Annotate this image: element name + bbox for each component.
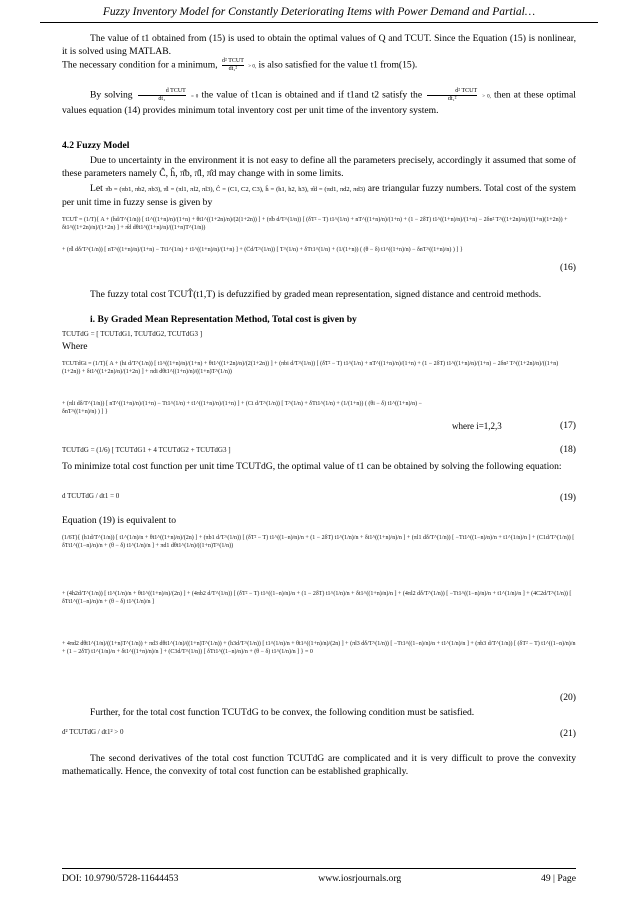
- equation-20-line-1: (1/6T){ (h1d/T^(1/n)) [ t1^(1/n)/n + θt1^((1+n)/n)/(2n) ] + (πb1 d/T^(1/n)) [ (δT² − T) t1^((1−n)/n)/n + (1 − 2δT) t1^(1/n)/n + δt1^((1+n)/n)/n ] + (πl1 dδ/T^(1/n)) [ −Tt1^((1−n)/n)/n + t1^(1/n)/n ] + (C1d/T^(1/n)) [ δTt1^((1−n)/n)/n + (θ − δ) t1^(1/n)/n ] + πd1 dθt1^(1/n)/((1+n)T^(1/n)): [62, 535, 575, 549]
- second-derivative-denominator: dt₁²: [228, 66, 238, 72]
- equation-20-line-3: + 4πd2 dθt1^(1/n)/((1+n)T^(1/n)) + πd3 dθt1^(1/n)/((1+n)T^(1/n)) + (h3d/T^(1/n)) [ t1^(1/n)/n + θt1^((1+n)/n)/(2n) ] + (πl3 dδ/T^(1/n)) [ −Tt1^((1−n)/n)/n + t1^(1/n)/n ] + (πb3 d/T^(1/n)) [ (δT² − T) t1^((1−n)/n)/n + (1 − 2δT) t1^(1/n)/n + δt1^((1+n)/n)/n ] + (C3d/T^(1/n)) [ δTt1^((1−n)/n)/n + (θ − δ) t1^(1/n)/n ] } = 0: [62, 641, 576, 655]
- paragraph-9: Further, for the total cost function TCUTdG to be convex, the following condition must be satisfied.: [90, 707, 475, 718]
- equation-16-line-2: + (π̂l dδ/T^(1/n)) [ nT^((1+n)/n)/(1+n) − Tt1^(1/n) + t1^((1+n)/n)/(1+n) ] + (Ĉd/T^(1/n)) [ T^(1/n) + δTt1^(1/n) + (1/(1+n)) ( (θ − δ) t1^((1+n)/n) − δnT^((1+n)/n) ) ] }: [62, 247, 463, 253]
- paragraph-3: [62, 88, 576, 117]
- equation-19-number: (19): [560, 492, 576, 503]
- footer-doi: DOI: 10.9790/5728-11644453: [62, 873, 179, 884]
- equation-19: d TCUTdG / dt1 = 0: [62, 492, 120, 500]
- first-derivative-denominator: dt₁: [158, 96, 166, 102]
- paragraph-1: The value of t1 obtained from (15) is used to obtain the optimal values of Q and TCUT. Since the Equation (15) is nonlinear, it is solved using MATLAB.: [62, 33, 576, 57]
- equation-18: TCUTdG = (1/6) [ TCUTdG1 + 4 TCUTdG2 + TCUTdG3 ]: [62, 446, 231, 454]
- second-derivative-numerator-2: d² TCUT: [427, 88, 477, 96]
- where-index-note: where i=1,2,3: [452, 421, 502, 431]
- equation-20-line-2: + (4h2d/T^(1/n)) [ t1^(1/n)/n + θt1^((1+n)/n)/(2n) ] + (4πb2 d/T^(1/n)) [ (δT² − T) t1^((1−n)/n)/n + (1 − 2δT) t1^(1/n)/n + δt1^((1+n)/n)/n ] + (4πl2 dδ/T^(1/n)) [ −Tt1^((1−n)/n)/n + t1^(1/n)/n ] + (4C2d/T^(1/n)) [ δTt1^((1−n)/n)/n + (θ − δ) t1^(1/n)/n ]: [62, 591, 572, 605]
- paragraph-8: Equation (19) is equivalent to: [62, 515, 177, 526]
- paragraph-10: The second derivatives of the total cost function TCUTdG are complicated and it is very difficult to prove the convexity mathematically. Hence, the convexity of total cost function can be established graphically.: [62, 753, 576, 777]
- paragraph-2-text-a: The necessary condition for a minimum,: [62, 59, 218, 71]
- equation-20-number: (20): [560, 692, 576, 703]
- paragraph-6: The fuzzy total cost TCUT̂(t1,T) is defuzzified by graded mean representation, signed distance and centroid methods.: [90, 289, 542, 300]
- method-subheading: i. By Graded Mean Representation Method, Total cost is given by: [90, 314, 357, 325]
- first-derivative-fraction: [138, 88, 186, 103]
- section-heading: 4.2 Fuzzy Model: [62, 140, 130, 151]
- equation-21: d² TCUTdG / dt1² > 0: [62, 728, 124, 736]
- paragraph-7: To minimize total cost function per unit time TCUTdG, the optimal value of t1 can be obtained by solving the following equation:: [62, 461, 562, 472]
- footer-page-number: 49 | Page: [541, 873, 576, 884]
- greater-than-zero-2: > 0,: [482, 94, 491, 100]
- equation-17-line-2: + (πli dδ/T^(1/n)) [ nT^((1+n)/n)/(1+n) − Tt1^(1/n) + t1^((1+n)/n)/(1+n) ] + (Ci d/T^(1/n)) [ T^(1/n) + δTt1^(1/n) + (1/(1+n)) ( (θi − δ) t1^((1+n)/n) − δnT^((1+n)/n) ) ] }: [62, 401, 422, 415]
- fuzzy-parameters: π̂b = (πb1, πb2, πb3), π̂l = (πl1, πl2, πl3), Ĉ = (C1, C2, C3), ĥ = (h1, h2, h3), π̂d = (πd1, πd2, πd3): [105, 186, 366, 193]
- page-footer: [62, 868, 576, 884]
- equals-zero: = 0: [190, 94, 199, 100]
- paragraph-3-text-a: By solving: [90, 89, 133, 101]
- equation-18-number: (18): [560, 444, 576, 455]
- second-derivative-denominator-2: dt₁²: [447, 96, 457, 102]
- equation-17-line-1: TCUTdGi = (1/T){ A + (hi d/T^(1/n)) [ t1^((1+n)/n)/(1+n) + θt1^((1+2n)/n)/(2(1+2n)) ] + (πbi d/T^(1/n)) [ (δT² − T) t1^(1/n) + nT^((1+n)/n)/(1+n) + (1 − 2δT) t1^((1+n)/n)/(1+n) − 2δn² T^((1+2n)/n)/((1+n)(1+2n)) + δt1^((1+2n)/n)/(1+2n) ] + πdi dθt1^((1+n)/n)/((1+n)T^(1/n)): [62, 361, 559, 375]
- defuzzified-definition: TCUTdG = [ TCUTdG1, TCUTdG2, TCUTdG3 ]: [62, 330, 203, 338]
- equation-21-number: (21): [560, 728, 576, 739]
- second-derivative-fraction: [222, 58, 244, 73]
- equation-17-number: (17): [560, 420, 576, 431]
- greater-than-zero: > 0,: [248, 64, 257, 70]
- paragraph-5-text-b: are triangular fuzzy numbers. Total cost of the system per unit time in fuzzy sense is given by: [62, 183, 577, 208]
- paragraph-5: [62, 182, 576, 209]
- paragraph-3-text-c: then at these optimal values equation (14) provides minimum total inventory cost per unit time of the inventory system.: [62, 89, 576, 116]
- paragraph-4: Due to uncertainty in the environment it is not easy to define all the parameters precisely, accordingly it assumed that some of these parameters namely Ĉ, ĥ, π̂b, π̂l, π̂d may change with in some limits.: [62, 155, 576, 179]
- equation-16-line-1: TCUT̂ = (1/T){ A + (ĥd/T^(1/n)) [ t1^((1+n)/n)/(1+n) + θt1^((1+2n)/n)/(2(1+2n)) ] + (π̂b d/T^(1/n)) [ (δT² − T) t1^(1/n) + nT^((1+n)/n)/(1+n) + (1 − 2δT) t1^((1+n)/n)/(1+n) − 2δn² T^((1+2n)/n)/((1+n)(1+2n)) + δt1^((1+2n)/n)/(1+2n) ] + π̂d dθt1^((1+n)/n)/((1+n)T^(1/n)): [62, 217, 568, 231]
- footer-website[interactable]: www.iosrjournals.org: [318, 873, 402, 884]
- where-label: Where: [62, 341, 88, 352]
- paragraph-5-text-a: Let: [90, 183, 103, 194]
- paragraph-2-text-b: is also satisfied for the value t1 from(15).: [258, 59, 418, 71]
- second-derivative-numerator: d² TCUT: [222, 58, 244, 64]
- paragraph-2: [62, 58, 576, 74]
- equation-16-number: (16): [560, 262, 576, 273]
- paragraph-3-text-b: the value of t1can is obtained and if t1and t2 satisfy the: [201, 89, 423, 101]
- first-derivative-numerator: d TCUT: [138, 88, 186, 96]
- second-derivative-fraction-2: [427, 88, 477, 103]
- running-header: Fuzzy Inventory Model for Constantly Deteriorating Items with Power Demand and Partial…: [40, 6, 598, 23]
